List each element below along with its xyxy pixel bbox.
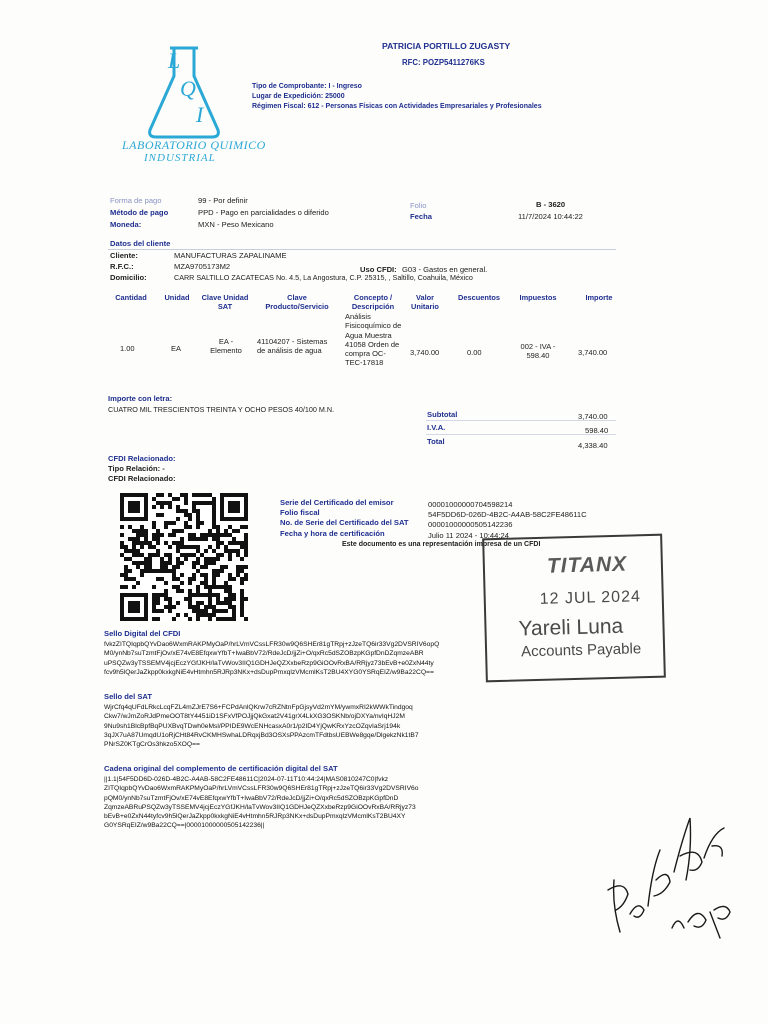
sello-cfdi-line: fcv9h5lQerJaZkpp0kxkgNiE4vHtmhn5RJRp3NKx+dsDupPmxqlzVMcmlKsT2BU4XYG0YSRqEIZ/w9Ba22CQ== [104, 668, 434, 676]
folio-label: Folio [410, 201, 427, 210]
sello-cfdi-line: uPSQZw3yTSSEMV4jcjEczYGfJKH/laTvWov3IIQ1GDHJeQZXxbeRzp9GiOOvRxBA/RRjyz73bEvB+e0ZxN44ty [104, 659, 434, 667]
sello-sat-line: Ckw7/wJmZoRJdPmeOOT8tY4451iD1SFxVfPOJjjQkGxat2V41grX4LkXG3OSKNb/ojDXYa/nvIqHJ2M [104, 713, 405, 721]
stamp-date: 12 JUL 2024 [539, 588, 642, 608]
cliente-label: Cliente: [110, 251, 138, 260]
fecha-cert-value: Julio 11 2024 - 10:44:24 [428, 531, 509, 540]
logo-letter-i: I [196, 102, 204, 127]
issuer-name: PATRICIA PORTILLO ZUGASTY [382, 41, 511, 51]
td-concepto: Análisis Fisicoquímico de Agua Muestra 41058 Orden de compra OC-TEC-17818 [345, 312, 402, 368]
total-value: 4,338.40 [578, 441, 608, 450]
iva-label: I.V.A. [427, 423, 446, 432]
received-stamp [482, 534, 666, 683]
metodo-pago-label: Método de pago [110, 208, 169, 217]
lugar-expedicion: Lugar de Expedición: 25000 [252, 93, 345, 100]
cliente-value: MANUFACTURAS ZAPALINAME [174, 251, 287, 260]
logo-text-sub: INDUSTRIAL [144, 152, 216, 164]
fecha-value: 11/7/2024 10:44:22 [518, 212, 583, 221]
domicilio-value: CARR SALTILLO ZACATECAS No. 4.5, La Angostura, C.P. 25315, , Saltillo, Coahuila, México [174, 273, 473, 282]
logo-text-main: LABORATORIO QUIMICO [122, 138, 266, 152]
fecha-label: Fecha [410, 212, 432, 221]
th-descuentos: Descuentos [458, 293, 500, 302]
cadena-line: ZqmzeABRuPSQZw3yTSSEMV4jcjEczYGfJKH/laTvWov3IIQ1GDHJeQZXxbeRzp9GiOOvRxBA/RRjyz73 [104, 803, 416, 811]
th-valor-unitario: Valor Unitario [411, 293, 439, 311]
flask-logo-icon [136, 42, 286, 142]
iva-value: 598.40 [585, 426, 609, 435]
td-valor-unitario: 3,740.00 [410, 348, 440, 357]
uso-cfdi-label: Uso CFDI: [360, 265, 397, 274]
subtotal-value: 3,740.00 [578, 412, 608, 421]
stamp-dept: Accounts Payable [520, 640, 642, 661]
tipo-comprobante: Tipo de Comprobante: I - Ingreso [252, 83, 362, 90]
cadena-line: ZITQIqpbQYvDao6WxmRAKPMyOaP/hrLVmVCssLFR30w9Q6SHEr81gTRpj+zJzeTQ6ir33Vg2DVSRIV6o [104, 785, 419, 793]
td-impuestos: 002 - IVA - 598.40 [520, 342, 556, 361]
importe-letra-value: CUATRO MIL TRESCIENTOS TREINTA Y OCHO PESOS 40/100 M.N. [108, 405, 335, 414]
td-clave-unidad: EA - Elemento [210, 337, 242, 356]
rfc-label: R.F.C.: [110, 262, 134, 271]
cadena-line: pQM0/ynNb7suTzmtFjOv/xE74vE8EfqxwYfbT+IwaBbV72/RdeJcD/jjZi+O/qxRc5dSZOBzpKGpfDnD [104, 794, 399, 802]
rfc-value: MZA9705173M2 [174, 262, 231, 271]
logo-letter-l: L [168, 48, 181, 73]
td-unidad: EA [171, 344, 182, 353]
cadena-line: G0YSRqEIZ/w9Ba22CQ==|00001000000505142236|| [104, 822, 265, 830]
sello-sat-line: WjrCfq4qUFdLRkcLcqFZL4mZJrE7S6+FCPdAnlQKrw7cRZNtnFpGjsyVd2mYM/ywmxRI2kWWkTindgoq [104, 704, 413, 711]
sello-cfdi-title: Sello Digital del CFDI [104, 629, 181, 638]
moneda-value: MXN - Peso Mexicano [198, 220, 274, 229]
td-importe: 3,740.00 [578, 348, 608, 357]
cadena-title: Cadena original del complemento de certificación digital del SAT [104, 764, 338, 773]
sello-cfdi-line: M0/ynNb7suTzmtFjOv/xE74vE8EfqxwYfbT+IwaBbV72/RdeJcD/jjZi+O/qxRc5dSZOBzpKGpfDnDZqmzeABR [104, 650, 424, 658]
domicilio-label: Domicilio: [110, 273, 147, 282]
regimen-fiscal: Régimen Fiscal: 612 - Personas Físicas con Actividades Empresariales y Profesionales [252, 103, 542, 110]
th-clave-producto: Clave Producto/Servicio [265, 293, 329, 311]
cfdi-rel-tipo: Tipo Relación: - [108, 464, 165, 473]
folio-fiscal-value: 54F5DD6D-026D-4B2C-A4AB-58C2FE48611C [428, 510, 587, 519]
td-cantidad: 1.00 [120, 344, 135, 353]
folio-fiscal-label: Folio fiscal [280, 508, 320, 517]
serie-sat-value: 00001000000505142236 [428, 520, 513, 529]
forma-pago-label: Forma de pago [110, 196, 162, 205]
metodo-pago-value: PPD - Pago en parcialidades o diferido [198, 208, 329, 217]
sello-sat-line: 9Nu9sh1BlcBpfBqPUXBvqTDwh0eMsl/PPIDE9WcENHcasxA0r1/p2ID4YjQwKRxYzcOZqvIaSrj194k [104, 722, 401, 730]
serie-sat-label: No. de Serie del Certificado del SAT [280, 518, 409, 527]
sello-cfdi-line: fvkzZITQIqpbQYvDao6WxmRAKPMyOaP/hrLVmVCssLFR30w9Q6SHEr81gTRpj+zJzeTQ6ir33Vg2DVSRIV6opQ [104, 641, 440, 648]
uso-cfdi-value: G03 - Gastos en general. [402, 265, 488, 274]
cadena-text [104, 775, 418, 831]
cfdi-rel-value: CFDI Relacionado: [108, 474, 176, 483]
sello-sat-text [104, 703, 419, 749]
issuer-rfc: RFC: POZP5411276KS [402, 58, 485, 67]
td-clave-producto: 41104207 - Sistemas de análisis de agua [257, 337, 328, 356]
stamp-brand: TITANX [546, 552, 628, 578]
stamp-name: Yareli Luna [518, 614, 624, 641]
subtotal-label: Subtotal [427, 410, 458, 419]
cfdi-note: Este documento es una representación impresa de un CFDI [342, 541, 541, 548]
handwritten-signature [594, 810, 764, 960]
logo-letter-q: Q [180, 76, 196, 101]
th-clave-unidad: Clave Unidad SAT [201, 293, 249, 311]
cadena-line: ||1.1|54F5DD6D-026D-4B2C-A4AB-58C2FE48611C|2024-07-11T10:44:24|MAS0810247C0|fvkz [104, 776, 389, 783]
total-label: Total [427, 437, 445, 446]
sello-cfdi-text [104, 640, 439, 677]
client-divider [108, 249, 616, 250]
th-unidad: Unidad [164, 293, 190, 302]
moneda-label: Moneda: [110, 220, 142, 229]
qr-code [120, 493, 248, 621]
sello-sat-line: PNrSZ0KTgCrOs3hkzo5XOQ== [104, 741, 200, 749]
th-impuestos: Impuestos [519, 293, 557, 302]
serie-emisor-label: Serie del Certificado del emisor [280, 498, 394, 507]
serie-emisor-value: 00001000000704598214 [428, 500, 513, 509]
cadena-line: bEvB+e0ZxN44tyfcv9h5lQerJaZkpp0kxkgNiE4vHtmhn5RJRp3NKx+dsDupPmxqlzVMcmlKsT2BU4XY [104, 813, 406, 821]
importe-letra-label: Importe con letra: [108, 394, 173, 403]
sello-sat-title: Sello del SAT [104, 692, 152, 701]
forma-pago-value: 99 - Por definir [198, 196, 248, 205]
client-section-title: Datos del cliente [110, 239, 171, 248]
th-concepto: Concepto / Descripción [351, 293, 395, 311]
th-importe: Importe [585, 293, 613, 302]
sello-sat-line: 3qJX7uA87UmqdU1oRjCHt84RvCKMHSwhaLDRqxjBd3OSXsPPAzcmTFdtbsUEBWe8gqe/DlgekzNk1tB7 [104, 731, 419, 739]
cfdi-rel-title: CFDI Relacionado: [108, 454, 176, 463]
fecha-cert-label: Fecha y hora de certificación [280, 529, 385, 538]
folio-value: B - 3620 [536, 200, 566, 209]
th-cantidad: Cantidad [115, 293, 147, 302]
td-descuentos: 0.00 [467, 348, 482, 357]
